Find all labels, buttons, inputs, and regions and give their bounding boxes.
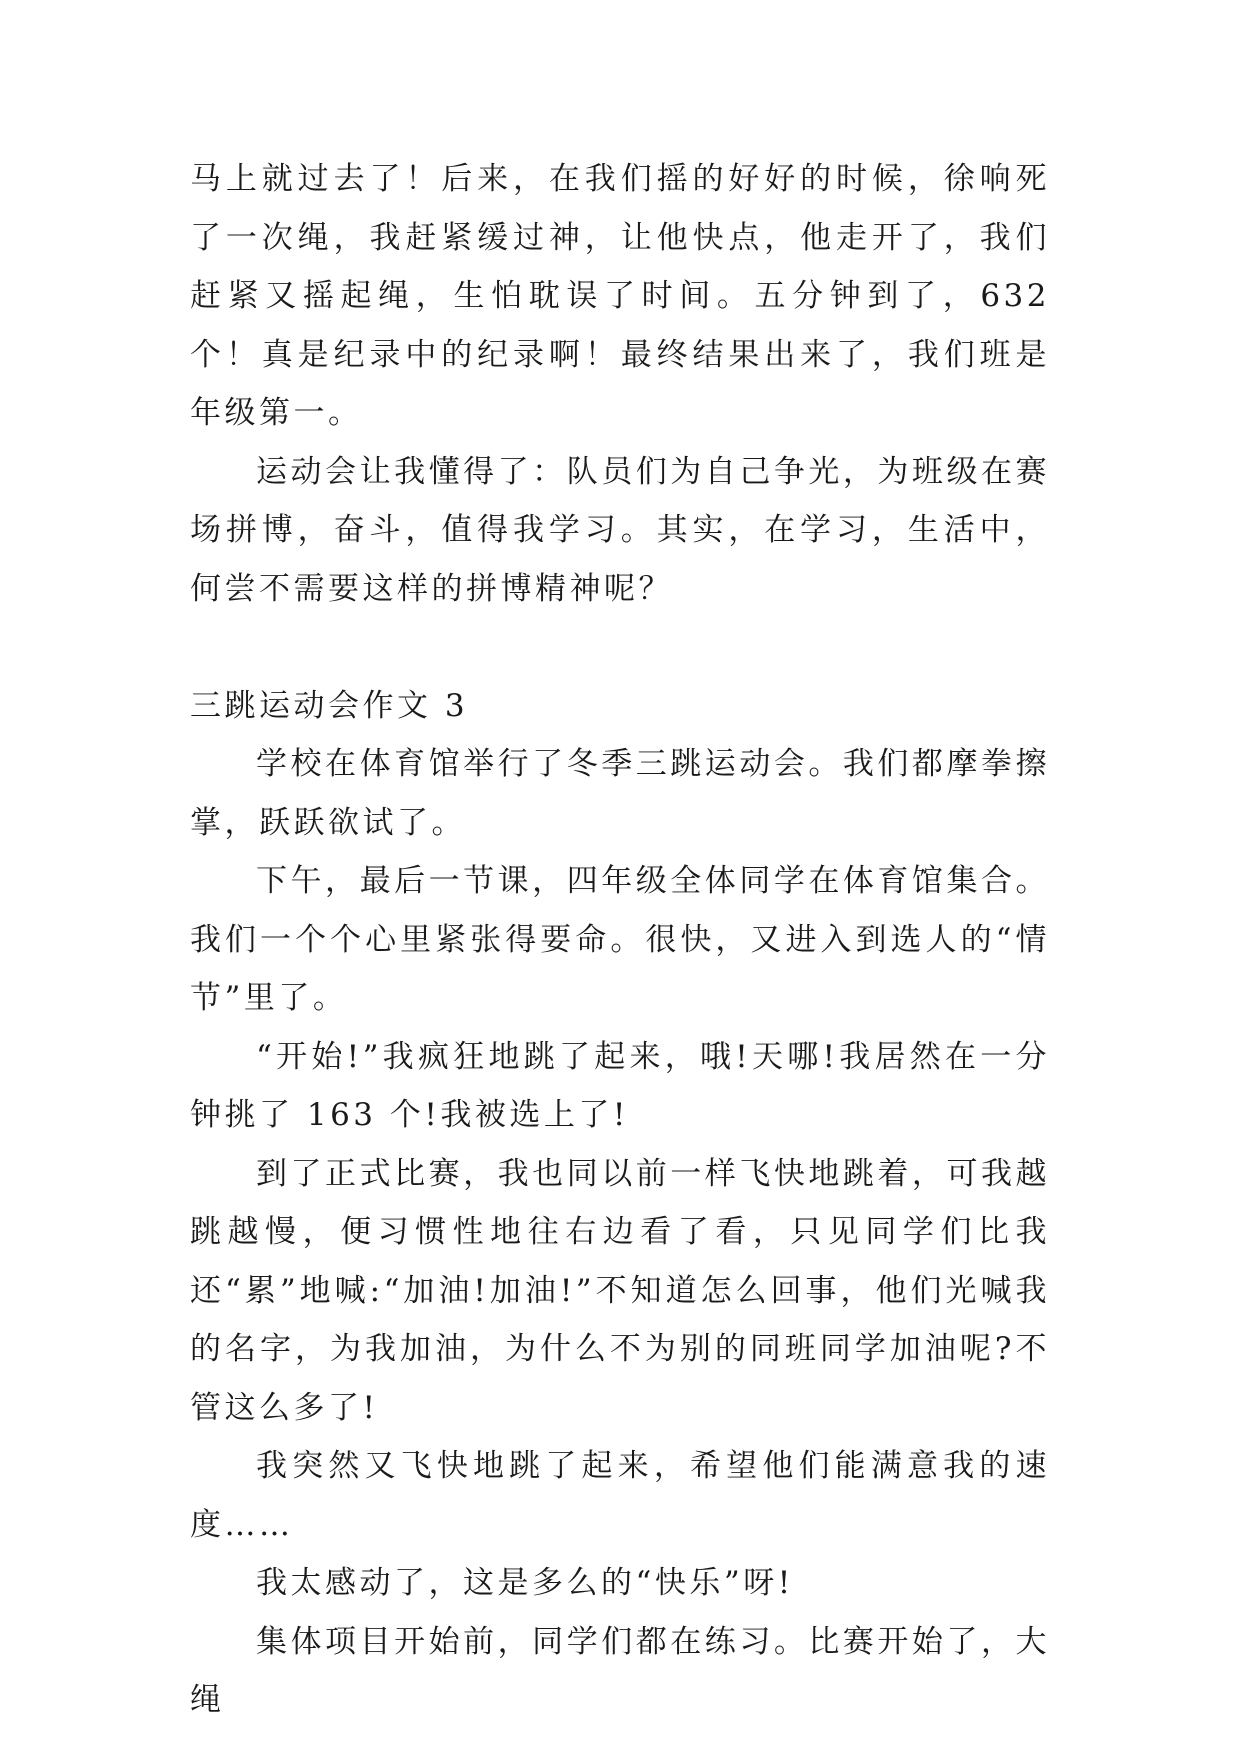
paragraph-4: 下午，最后一节课，四年级全体同学在体育馆集合。我们一个个心里紧张得要命。很快，又进入到选人的“情节”里了。 (190, 863, 1050, 1016)
paragraph-3: 学校在体育馆举行了冬季三跳运动会。我们都摩拳擦掌，跃跃欲试了。 (190, 746, 1050, 841)
paragraph-2: 运动会让我懂得了：队员们为自己争光，为班级在赛场拼博，奋斗，值得我学习。其实，在学习，生活中，何尝不需要这样的拼博精神呢？ (190, 453, 1050, 607)
paragraph-5: “开始!”我疯狂地跳了起来，哦!天哪!我居然在一分钟挑了 163 个!我被选上了! (190, 1038, 1050, 1133)
document-body (190, 150, 1050, 1730)
paragraph-7: 我突然又飞快地跳了起来，希望他们能满意我的速度…… (190, 1448, 1050, 1543)
section-title: 三跳运动会作文 3 (190, 687, 469, 724)
paragraph-1: 马上就过去了！后来，在我们摇的好好的时候，徐响死了一次绳，我赶紧缓过神，让他快点，他走开了，我们赶紧又摇起绳，生怕耽误了时间。五分钟到了，632个！真是纪录中的纪录啊！最终结果出来了，我们班是年级第一。 (190, 161, 1050, 431)
paragraph-9: 集体项目开始前，同学们都在练习。比赛开始了，大绳 (190, 1623, 1050, 1718)
paragraph-6: 到了正式比赛，我也同以前一样飞快地跳着，可我越跳越慢，便习惯性地往右边看了看，只见同学们比我还“累”地喊:“加油!加油!”不知道怎么回事，他们光喊我的名字，为我加油，为什么不为别的同班同学加油呢?不管这么多了! (190, 1155, 1050, 1426)
paragraph-8: 我太感动了，这是多么的“快乐”呀! (256, 1565, 794, 1601)
